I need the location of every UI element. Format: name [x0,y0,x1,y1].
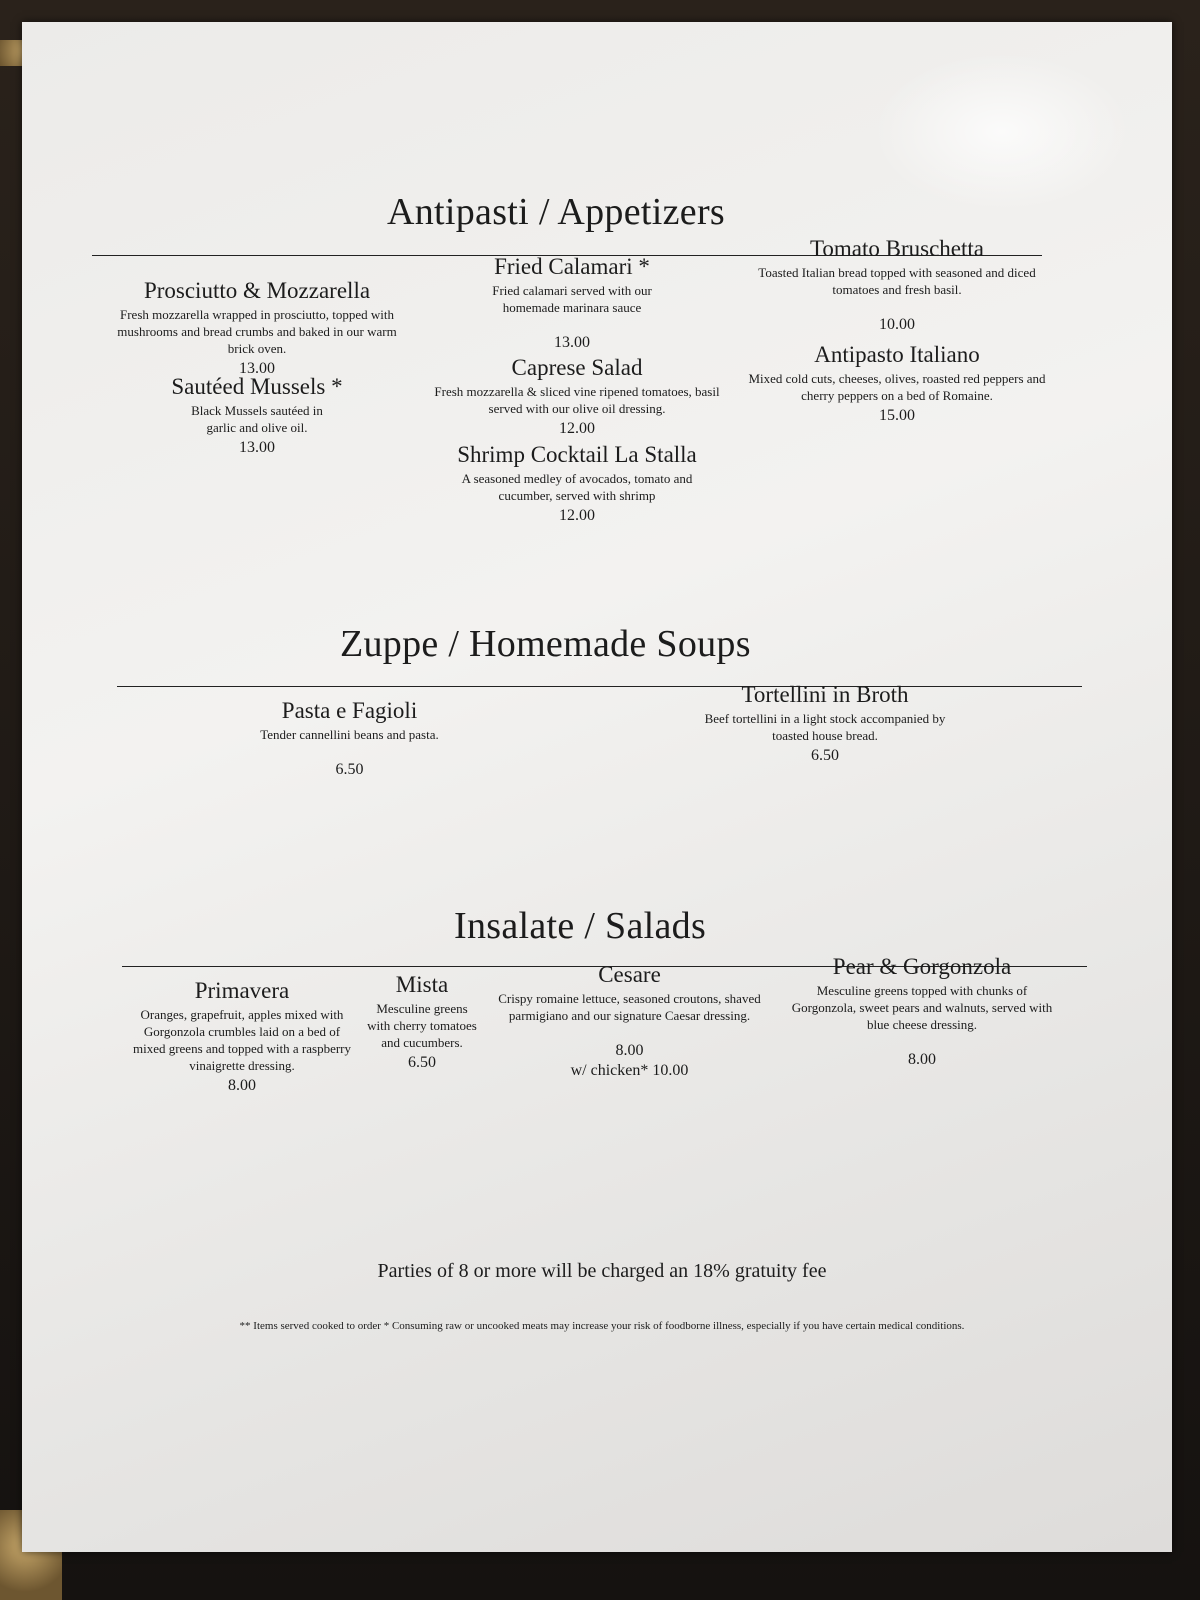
menu-item-pear-gorgonzola [787,954,1057,1069]
item-description: Mixed cold cuts, cheeses, olives, roasted red peppers and cherry peppers on a bed of Romaine. [748,371,1046,403]
item-name: Mista [395,972,449,997]
item-name: Pear & Gorgonzola [832,954,1012,979]
item-price-with-chicken: w/ chicken* 10.00 [570,1062,689,1079]
item-description: Oranges, grapefruit, apples mixed with Gorgonzola crumbles laid on a bed of mixed greens and topped with a raspberry vinaigrette dressing. [132,1007,352,1073]
section-title-soups: Zuppe / Homemade Soups [340,623,751,665]
menu-item-antipasto-italiano [742,342,1052,425]
menu-item-pasta-e-fagioli [222,698,477,779]
gratuity-note: Parties of 8 or more will be charged an 18% gratuity fee [377,1260,827,1282]
menu-item-mista [367,972,477,1072]
item-description: Fried calamari served with our homemade marinara sauce [492,283,652,315]
item-price: 6.50 [335,761,364,778]
item-description: A seasoned medley of avocados, tomato and cucumber, served with shrimp [461,471,693,503]
item-description: Mesculine greens with cherry tomatoes and cucumbers. [367,1001,477,1050]
item-name: Caprese Salad [511,355,643,380]
item-price: 13.00 [239,439,275,456]
item-description: Fresh mozzarella wrapped in prosciutto, topped with mushrooms and bread crumbs and baked in our warm brick oven. [117,307,397,356]
item-name: Pasta e Fagioli [281,698,418,723]
menu-page [22,22,1172,1552]
item-price: 8.00 [615,1042,644,1059]
item-price: 13.00 [239,360,275,377]
item-price: 12.00 [559,420,595,437]
item-name: Cesare [598,962,661,987]
item-price: 10.00 [879,316,915,333]
item-price: 8.00 [908,1051,936,1068]
section-title-appetizers: Antipasti / Appetizers [387,191,725,233]
item-description: Black Mussels sautéed in garlic and olive oil. [191,403,323,435]
item-name: Primavera [194,978,290,1003]
item-description: Fresh mozzarella & sliced vine ripened tomatoes, basil served with our olive oil dressing. [434,384,720,416]
item-description: Crispy romaine lettuce, seasoned croutons, shaved parmigiano and our signature Caesar dressing. [498,991,761,1023]
item-description: Beef tortellini in a light stock accompanied by toasted house bread. [704,711,946,743]
menu-item-cesare [497,962,762,1080]
item-name: Antipasto Italiano [814,342,980,367]
menu-item-sauteed-mussels [142,374,372,457]
menu-item-primavera [132,978,352,1095]
item-price: 6.50 [811,747,839,764]
item-name: Prosciutto & Mozzarella [143,278,371,303]
item-name: Tomato Bruschetta [809,236,985,261]
item-description: Tender cannellini beans and pasta. [260,727,439,742]
menu-item-tomato-bruschetta [752,236,1042,334]
menu-item-caprese-salad [427,355,727,438]
item-description: Mesculine greens topped with chunks of Gorgonzola, sweet pears and walnuts, served with blue cheese dressing. [791,983,1053,1032]
item-price: 15.00 [879,407,915,424]
item-name: Sautéed Mussels * [171,374,343,399]
item-name: Tortellini in Broth [741,682,909,707]
item-price: 8.00 [228,1077,256,1094]
menu-item-prosciutto-mozzarella [117,278,397,378]
item-price: 12.00 [559,507,595,524]
item-name: Shrimp Cocktail La Stalla [457,442,697,467]
menu-item-fried-calamari [467,254,677,352]
menu-item-shrimp-cocktail [427,442,727,525]
item-name: Fried Calamari * [494,254,650,279]
food-safety-footnote: ** Items served cooked to order * Consuming raw or uncooked meats may increase your risk of foodborne illness, especially if you have certain medical conditions. [239,1320,965,1332]
item-price: 13.00 [554,334,590,351]
section-title-salads: Insalate / Salads [454,905,707,947]
menu-item-tortellini-in-broth [690,682,960,765]
item-price: 6.50 [408,1054,436,1071]
item-description: Toasted Italian bread topped with seasoned and diced tomatoes and fresh basil. [758,265,1036,297]
